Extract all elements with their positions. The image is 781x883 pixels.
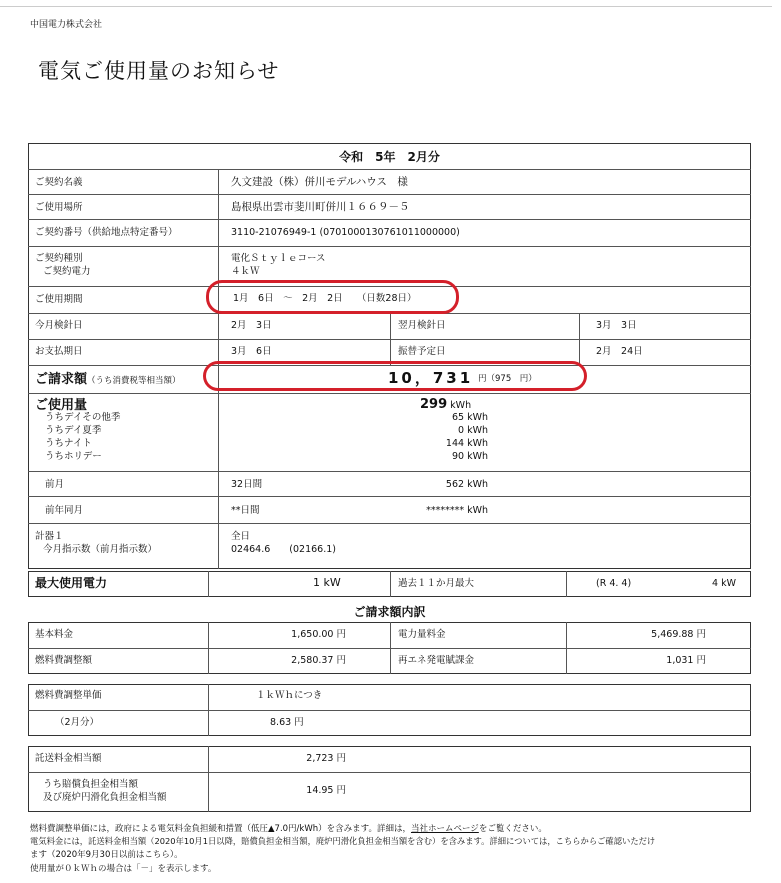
contract-name: 久文建設（株）併川モデルハウス 様 (231, 176, 408, 188)
billing-highlight (203, 361, 587, 391)
max-power-label: 最大使用電力 (35, 576, 108, 590)
fuel-unit-label: 燃料費調整単価 (35, 690, 102, 701)
billing-label-text: ご請求額 (35, 372, 88, 387)
meter-date: 2月 3日 (231, 320, 272, 331)
meter-reading-label: 今月指示数（前月指示数） (43, 544, 158, 555)
usage-item-label: うちデイその他季 (45, 412, 121, 423)
past-max-label: 過去１１か月最大 (398, 578, 475, 589)
period-title: 令和 5年 2月分 (339, 150, 440, 164)
fuel-unit-per-kwh: １ｋＷｈにつき (256, 690, 323, 701)
note-line: 使用量が０ｋＷｈの場合は「－」を表示します。 (30, 864, 217, 874)
max-power-value: 1 kW (313, 576, 341, 589)
location-label: ご使用場所 (35, 202, 83, 213)
fuel-adjust-value: 2,580.37 円 (291, 655, 346, 666)
fuel-adjust-label: 燃料費調整額 (35, 655, 93, 666)
fuel-unit-value: 8.63 円 (270, 717, 304, 728)
contract-no: 3110-21076949-1 (0701000130761011000000) (231, 227, 460, 238)
homepage-link[interactable]: 当社ホームページ (410, 824, 479, 834)
renewable-levy-label: 再エネ発電賦課金 (398, 655, 475, 666)
transmission-label: 託送料金相当額 (35, 753, 102, 764)
prev-month-days: 32日間 (231, 479, 263, 490)
usage-total-value: 299 (420, 397, 448, 412)
base-fee-label: 基本料金 (35, 629, 74, 640)
usage-item-label: うちデイ夏季 (45, 425, 102, 436)
payment-date: 3月 6日 (231, 346, 272, 357)
note-line: ます（2020年9月30日以前はこちら）。 (30, 850, 183, 860)
contract-power: ４ｋＷ (231, 266, 260, 277)
usage-total-unit: kWh (450, 400, 472, 411)
usage-item-value: 65 kWh (451, 412, 488, 423)
billing-sub: （うち消費税等相当額） (87, 376, 181, 386)
transmission-sub-value: 14.95 円 (306, 785, 346, 796)
note-text: をご覧ください。 (478, 824, 547, 834)
transfer-date: 2月 24日 (596, 346, 643, 357)
usage-label: ご使用量 (35, 398, 88, 413)
location: 島根県出雲市斐川町併川１６６９－５ (231, 201, 410, 213)
breakdown-title: ご請求額内訳 (353, 605, 426, 619)
renewable-levy-value: 1,031 円 (666, 655, 706, 666)
transfer-label: 振替予定日 (398, 346, 446, 357)
transmission-sub-label: うち賠償負担金相当額 (43, 779, 139, 790)
fuel-unit-month: （2月分） (55, 717, 100, 728)
meter-label: 計器１ (35, 531, 64, 542)
usage-total (420, 397, 471, 413)
note-line (30, 822, 547, 834)
past-max-date: (R 4. 4) (596, 578, 632, 589)
contract-no-label: ご契約番号（供給地点特定番号） (35, 227, 178, 238)
meter-all-day: 全日 (231, 531, 251, 542)
meter-reading: 02464.6 (02166.1) (231, 544, 336, 555)
usage-item-value: 0 kWh (458, 425, 488, 436)
energy-fee-label: 電力量料金 (398, 629, 446, 640)
usage-item-label: うちホリデー (45, 451, 102, 462)
usage-period: 1月 6日 ～ 2月 2日 （日数28日） (233, 293, 417, 304)
transmission-sub-label: 及び廃炉円滑化負担金相当額 (43, 792, 167, 803)
note-text: 燃料費調整単価には，政府による電気料金負担緩和措置（低圧▲7.0円/kWh）を含みます。詳細は， (30, 824, 411, 834)
energy-fee-value: 5,469.88 円 (651, 629, 706, 640)
base-fee-value: 1,650.00 円 (291, 629, 346, 640)
contract-power-label: ご契約電力 (43, 266, 91, 277)
next-meter-label: 翌月検針日 (398, 320, 446, 331)
usage-period-label: ご使用期間 (35, 294, 83, 305)
usage-item-label: うちナイト (45, 438, 92, 449)
company-name: 中国電力株式会社 (30, 20, 103, 30)
next-meter: 3月 3日 (596, 320, 637, 331)
transmission-value: 2,723 円 (306, 753, 346, 764)
contract-type: 電化Ｓｔｙｌｅコース (231, 253, 326, 264)
prev-year-usage: ******** kWh (426, 505, 488, 516)
prev-month-usage: 562 kWh (445, 479, 488, 490)
payment-date-label: お支払期日 (35, 346, 83, 357)
billing-label (35, 372, 181, 388)
billing-unit: 円（975 円） (478, 374, 537, 384)
contract-type-label: ご契約種別 (35, 253, 83, 264)
page-title: 電気ご使用量のお知らせ (38, 59, 280, 83)
usage-item-value: 144 kWh (445, 438, 488, 449)
contract-name-label: ご契約名義 (35, 177, 83, 188)
prev-year-label: 前年同月 (45, 505, 84, 516)
prev-month-label: 前月 (45, 479, 65, 490)
note-line: 電気料金には，託送料金相当額（2020年10月1日以降，賠償負担金相当額，廃炉円滑化負担金相当額を含む）を含みます。詳細については，こちらからご確認いただけ (30, 836, 656, 846)
billing-amount: 10，731 (388, 369, 474, 387)
prev-year-days: **日間 (231, 505, 260, 516)
top-divider (0, 6, 772, 7)
usage-period-highlight (206, 280, 459, 314)
meter-date-label: 今月検針日 (35, 320, 83, 331)
past-max-value: 4 kW (712, 578, 736, 589)
usage-item-value: 90 kWh (451, 451, 488, 462)
